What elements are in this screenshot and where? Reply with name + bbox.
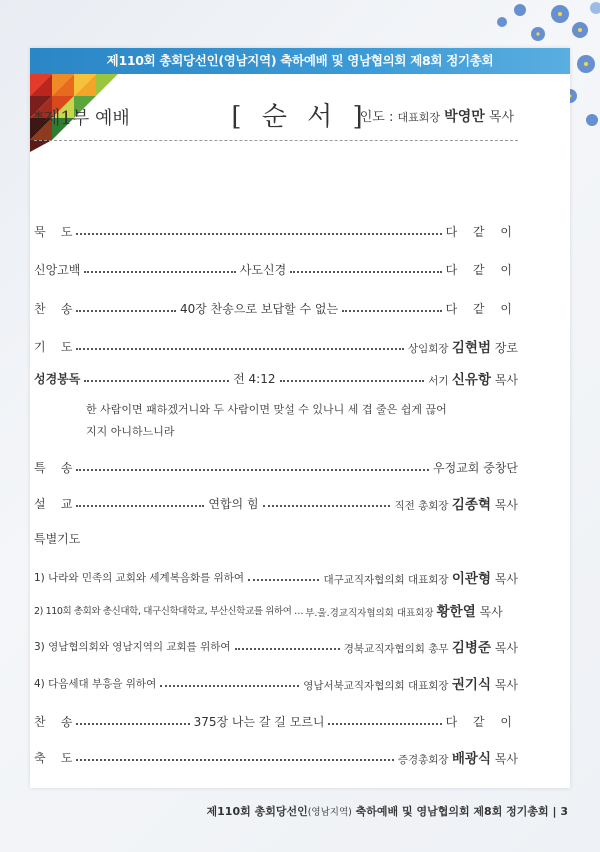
person-name: 김종혁 (451, 497, 491, 513)
person-title: 목사 (475, 605, 503, 619)
item-label: 설 교 (34, 496, 73, 511)
prayer-label: 1) 나라와 민족의 교회와 세계복음화를 위하여 (34, 571, 245, 584)
leader-dots (76, 759, 393, 761)
leader-dots (263, 505, 391, 507)
page-footer (207, 803, 568, 819)
leader-suffix: 목사 (484, 110, 514, 125)
person-title: 목사 (491, 678, 518, 692)
item-right (398, 747, 518, 767)
person-name: 이관형 (451, 571, 491, 587)
leader-dots (235, 648, 340, 650)
item-middle: 전 4:12 (233, 371, 276, 386)
leader-dots (280, 380, 425, 382)
person-role: 상임회장 (407, 343, 452, 355)
item-right: 다 같 이 (445, 224, 518, 239)
order-item (34, 710, 518, 732)
leader-dots (290, 271, 441, 273)
order-item (34, 258, 518, 280)
leader-name: 박영만 (444, 109, 485, 125)
item-label: 묵 도 (34, 224, 73, 239)
leader-dots (342, 310, 442, 312)
order-item (34, 492, 518, 514)
person-title: 장로 (491, 341, 518, 355)
item-label: 신앙고백 (34, 262, 81, 277)
prayer-right (303, 673, 518, 693)
scripture-line: 지지 아니하느니라 (86, 425, 175, 438)
item-middle: 375장 나는 갈 길 모르니 (193, 714, 325, 729)
person-role: 직전 총회장 (394, 500, 452, 512)
order-item (34, 367, 518, 389)
person-name: 권기식 (451, 677, 491, 693)
footer-suffix: 축하예배 및 영남협의회 제8회 정기총회 | 3 (351, 805, 568, 818)
prayer-item (34, 672, 518, 694)
item-middle: 사도신경 (239, 262, 287, 277)
person-title: 목사 (491, 752, 518, 766)
person-title: 목사 (491, 498, 518, 512)
leader-dots (84, 380, 229, 382)
order-item (34, 297, 518, 319)
leader-info (360, 106, 514, 126)
item-right: 다 같 이 (445, 262, 518, 277)
part-header (34, 104, 514, 128)
footer-paren: (영남지역) (307, 807, 352, 818)
leader-dots (76, 505, 204, 507)
item-right: 우정교회 중창단 (433, 460, 518, 475)
scripture-line: 한 사람이면 패하겠거니와 두 사람이면 맞설 수 있나니 세 겹 줄은 쉽게 끊어 (86, 403, 447, 416)
person-name: 김병준 (451, 640, 491, 656)
special-prayer-heading: 특별기도 (34, 532, 81, 546)
prayer-right (344, 636, 518, 656)
leader-dots (76, 723, 189, 725)
item-label: 특 송 (34, 460, 73, 475)
person-name: 배광식 (451, 751, 491, 767)
person-name: 황한열 (436, 604, 476, 620)
person-role: 영남서북교직자협의회 대표회장 (303, 680, 452, 692)
order-item (34, 335, 518, 357)
banner-title: 제110회 총회당선인(영남지역) 축하예배 및 영남협의회 제8회 정기총회 (30, 48, 570, 74)
prayer-item (34, 635, 518, 657)
leader-dots (248, 579, 319, 581)
person-name: 신유항 (451, 372, 492, 388)
scripture-text (86, 399, 486, 443)
item-right (408, 336, 518, 356)
leader-dots (76, 469, 429, 471)
person-name: 김현범 (451, 340, 491, 356)
item-middle: 연합의 힘 (208, 496, 259, 511)
order-item (34, 746, 518, 768)
prayer-right (305, 600, 503, 620)
prayer-label: 2) 110회 총회와 총신대학, 대구신학대학교, 부산신학교를 위하여 … (34, 606, 304, 617)
item-middle: 40장 찬송으로 보답할 수 없는 (180, 301, 339, 316)
item-right: 다 같 이 (445, 301, 518, 316)
person-title: 목사 (491, 572, 518, 586)
prayer-right (323, 567, 518, 587)
item-label: 찬 송 (34, 714, 73, 729)
person-title: 목사 (491, 373, 519, 387)
item-right (394, 493, 518, 513)
leader-dots (328, 723, 441, 725)
person-role: 경북교직자협의회 총무 (343, 643, 452, 655)
item-right (428, 368, 518, 388)
person-role: 증경총회장 (397, 754, 452, 766)
prayer-item (34, 566, 518, 588)
page-title: [ 순 서 ] (231, 102, 369, 132)
leader-dots (76, 348, 404, 350)
leader-role: 대표회장 (397, 111, 441, 124)
item-right: 다 같 이 (445, 714, 519, 729)
person-role: 대구교직자협의회 대표회장 (323, 574, 452, 586)
prayer-item (34, 599, 518, 621)
prayer-label: 4) 다음세대 부흥을 위하여 (34, 677, 157, 690)
leader-prefix: 인도 : (359, 110, 398, 125)
leader-dots (76, 233, 441, 235)
order-item (34, 220, 518, 242)
leader-dots (160, 685, 299, 687)
prayer-label: 3) 영남협의회와 영남지역의 교회를 위하여 (34, 640, 231, 653)
footer-prefix: 제110회 총회당선인 (206, 805, 308, 818)
person-role: 부.울.경교직자협의회 대표회장 (305, 608, 437, 619)
item-label: 찬 송 (34, 301, 73, 316)
item-label: 성경봉독 (34, 371, 81, 386)
order-item (34, 456, 518, 478)
person-title: 목사 (491, 641, 518, 655)
divider (34, 140, 518, 141)
part-title: *제1부 예배 (34, 108, 130, 129)
leader-dots (76, 310, 176, 312)
item-label: 축 도 (34, 750, 73, 765)
leader-dots (84, 271, 235, 273)
person-role: 서기 (428, 375, 452, 387)
item-label: 기 도 (34, 339, 73, 354)
